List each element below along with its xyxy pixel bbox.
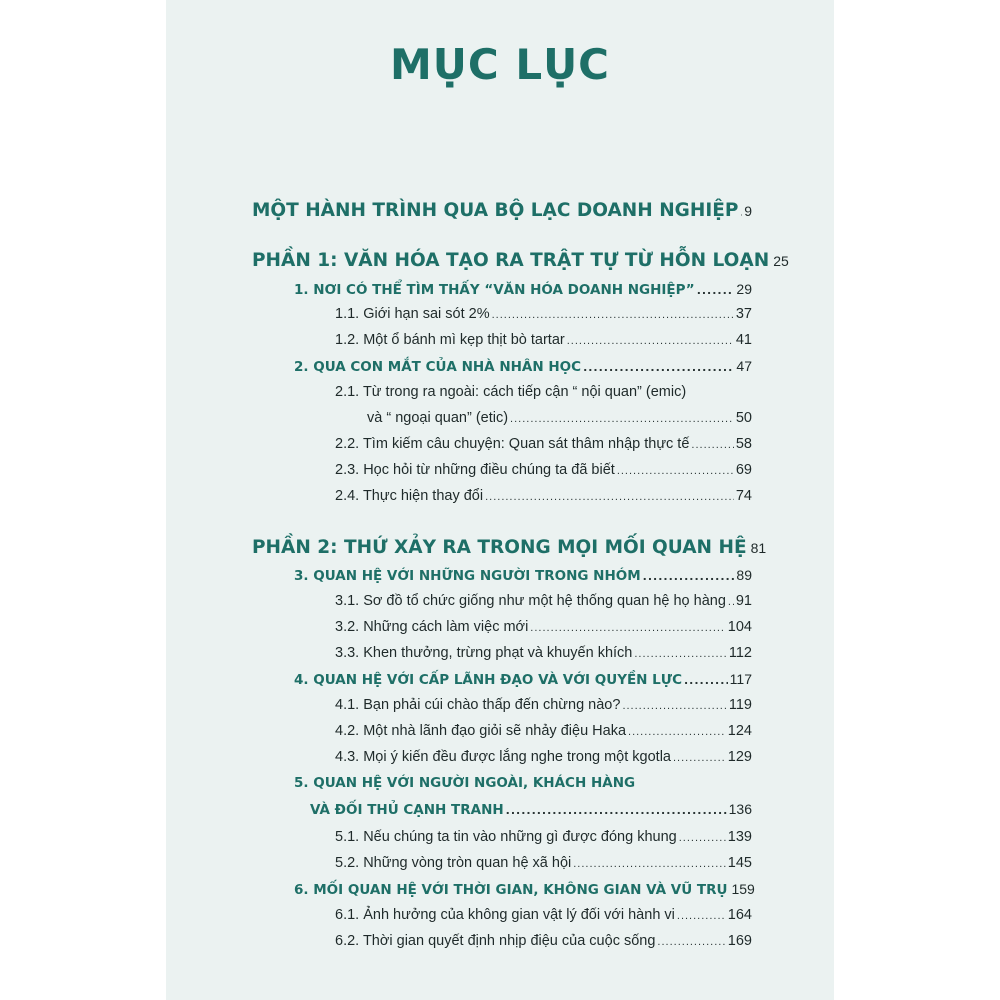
entry-label: 4. QUAN HỆ VỚI CẤP LÃNH ĐẠO VÀ VỚI QUYỀN LỰC	[294, 672, 682, 688]
entry-label: 3.3. Khen thưởng, trừng phạt và khuyến khích	[335, 645, 633, 661]
toc-entry-chapter-2	[294, 358, 752, 375]
toc-entry-chapter-3	[294, 567, 752, 584]
toc-entry-chapter-1	[294, 281, 752, 298]
dot-leader	[617, 465, 734, 477]
entry-page: 112	[728, 645, 752, 661]
dot-leader	[583, 361, 734, 374]
toc-entry-section-4-2	[335, 723, 752, 739]
toc-entry-section-2-2	[335, 436, 752, 452]
toc-entry-section-3-3	[335, 645, 752, 661]
dot-leader	[530, 622, 726, 634]
entry-label: 2. QUA CON MẮT CỦA NHÀ NHÂN HỌC	[294, 359, 582, 375]
entry-label: 4.2. Một nhà lãnh đạo giỏi sẽ nhảy điệu Haka	[335, 723, 627, 739]
dot-leader	[673, 752, 726, 764]
entry-label: 3. QUAN HỆ VỚI NHỮNG NGƯỜI TRONG NHÓM	[294, 568, 641, 584]
dot-leader	[634, 648, 727, 660]
entry-label: 6. MỐI QUAN HỆ VỚI THỜI GIAN, KHÔNG GIAN VÀ VŨ TRỤ	[294, 882, 728, 898]
toc-entry-intro	[252, 200, 752, 221]
entry-label: PHẦN 1: VĂN HÓA TẠO RA TRẬT TỰ TỪ HỖN LOẠN	[252, 250, 770, 271]
toc-entry-chapter-5-line1: 5. QUAN HỆ VỚI NGƯỜI NGOÀI, KHÁCH HÀNG	[294, 775, 636, 791]
entry-page: 139	[727, 829, 752, 845]
entry-page: 50	[735, 410, 752, 426]
entry-page: 29	[736, 281, 752, 297]
dot-leader	[691, 439, 733, 451]
entry-page: 81	[750, 540, 767, 556]
entry-page: 74	[735, 488, 752, 504]
entry-label: PHẦN 2: THỨ XẢY RA TRONG MỌI MỐI QUAN HỆ	[252, 537, 747, 558]
entry-label: 1. NƠI CÓ THỂ TÌM THẤY “VĂN HÓA DOANH NGHIỆP”	[294, 282, 695, 298]
entry-label: 2.2. Tìm kiếm câu chuyện: Quan sát thâm nhập thực tế	[335, 436, 690, 452]
toc-entry-section-1-2	[335, 332, 752, 348]
entry-page: 25	[773, 253, 789, 269]
dot-leader	[573, 858, 726, 870]
entry-label: và “ ngoại quan” (etic)	[367, 410, 509, 426]
entry-label: 5.1. Nếu chúng ta tin vào những gì được đóng khung	[335, 829, 677, 845]
dot-leader	[677, 910, 726, 922]
entry-label: MỘT HÀNH TRÌNH QUA BỘ LẠC DOANH NGHIỆP	[252, 200, 739, 221]
toc-entry-section-3-1	[335, 593, 752, 609]
entry-page: 91	[735, 593, 752, 609]
entry-label: 4.3. Mọi ý kiến đều được lắng nghe trong một kgotla	[335, 749, 671, 765]
toc-entry-part2	[252, 537, 767, 558]
dot-leader	[510, 413, 734, 425]
entry-page: 169	[727, 933, 752, 949]
toc-entry-section-5-1	[335, 829, 752, 845]
toc-entry-section-6-1	[335, 907, 752, 923]
entry-page: 159	[731, 881, 755, 897]
dot-leader	[728, 596, 734, 608]
toc-entry-chapter-5-line2	[310, 801, 752, 818]
toc-entry-chapter-6	[294, 881, 755, 898]
dot-leader	[697, 284, 735, 297]
dot-leader	[506, 804, 727, 817]
entry-label: 1.2. Một ổ bánh mì kẹp thịt bò tartar	[335, 332, 565, 348]
entry-page: 145	[727, 855, 752, 871]
toc-entry-section-4-3	[335, 749, 752, 765]
dot-leader	[679, 832, 726, 844]
entry-page: 9	[744, 203, 752, 219]
entry-label: VÀ ĐỐI THỦ CẠNH TRANH	[310, 802, 504, 818]
entry-label: 1.1. Giới hạn sai sót 2%	[335, 306, 490, 322]
dot-leader	[684, 674, 728, 687]
toc-entry-chapter-4	[294, 671, 752, 688]
toc-entry-section-6-2	[335, 933, 752, 949]
entry-page: 124	[727, 723, 752, 739]
toc-entry-section-2-3	[335, 462, 752, 478]
entry-label: 3.2. Những cách làm việc mới	[335, 619, 529, 635]
dot-leader	[622, 700, 726, 712]
toc-entry-section-2-1-line2	[367, 410, 752, 426]
entry-label: 2.3. Học hỏi từ những điều chúng ta đã biết	[335, 462, 615, 478]
entry-label: 3.1. Sơ đồ tổ chức giống như một hệ thống quan hệ họ hàng	[335, 593, 726, 609]
entry-label: 4.1. Bạn phải cúi chào thấp đến chừng nào?	[335, 697, 621, 713]
dot-leader	[567, 335, 734, 347]
dot-leader	[657, 936, 725, 948]
page-title: MỤC LỤC	[389, 40, 611, 89]
entry-label: 5.2. Những vòng tròn quan hệ xã hội	[335, 855, 572, 871]
toc-entry-section-1-1	[335, 306, 752, 322]
dot-leader	[643, 570, 735, 583]
dot-leader	[740, 206, 742, 219]
toc-entry-section-4-1	[335, 697, 752, 713]
entry-page: 37	[735, 306, 752, 322]
entry-page: 119	[728, 697, 752, 713]
toc-entry-section-2-4	[335, 488, 752, 504]
entry-page: 129	[727, 749, 752, 765]
entry-page: 41	[735, 332, 752, 348]
dot-leader	[628, 726, 726, 738]
entry-label: 6.1. Ảnh hưởng của không gian vật lý đối với hành vi	[335, 907, 675, 923]
toc-entry-section-5-2	[335, 855, 752, 871]
toc-entry-section-3-2	[335, 619, 752, 635]
toc-entry-part1	[252, 250, 789, 271]
entry-page: 47	[736, 358, 752, 374]
toc-entry-section-2-1-line1: 2.1. Từ trong ra ngoài: cách tiếp cận “ nội quan” (emic)	[335, 384, 687, 400]
entry-page: 136	[728, 801, 752, 817]
entry-label: 6.2. Thời gian quyết định nhịp điệu của cuộc sống	[335, 933, 656, 949]
dot-leader	[492, 309, 734, 321]
entry-page: 164	[727, 907, 752, 923]
entry-page: 89	[736, 567, 752, 583]
entry-page: 58	[735, 436, 752, 452]
entry-page: 104	[727, 619, 752, 635]
entry-label: 2.4. Thực hiện thay đổi	[335, 488, 484, 504]
entry-page: 69	[735, 462, 752, 478]
dot-leader	[485, 491, 734, 503]
entry-page: 117	[729, 671, 752, 687]
